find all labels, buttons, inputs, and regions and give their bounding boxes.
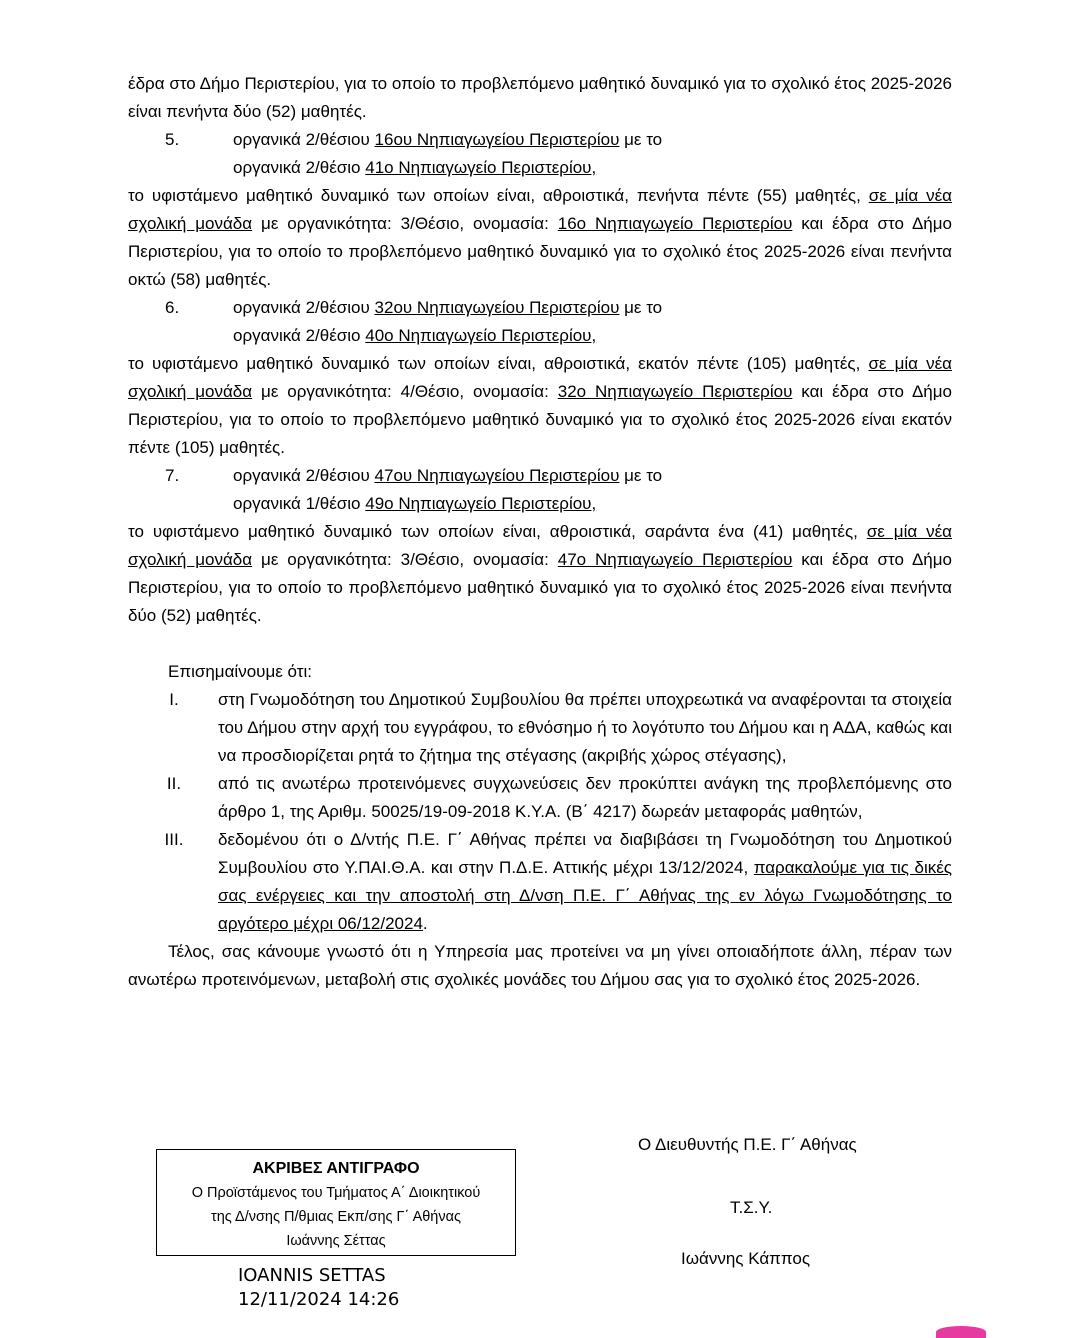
merger-item-5 <box>128 126 952 182</box>
stamp-line: της Δ/νσης Π/θμιας Εκπ/σης Γ΄ Αθήνας <box>211 1209 461 1225</box>
stamp-line: Ο Προϊστάμενος του Τμήματος Α΄ Διοικητικού <box>191 1185 481 1201</box>
item-line-b: οργανικά 1/θέσιο 49ο Νηπιαγωγείο Περιστερίου, <box>233 494 597 513</box>
item-number: 6. <box>165 298 180 317</box>
item-paragraph: το υφιστάμενο μαθητικό δυναμικό των οποίων είναι, αθροιστικά, εκατόν πέντε (105) μαθητές, σε μία νέα σχολική μονάδα με οργανικότητα: 4/Θέσιο, ονομασία: 32ο Νηπιαγωγείο Περιστερίου και έδρα στο Δήμο Περιστερίου, για το οποίο το προβλεπόμενο μαθητικό δυναμικό για το σχολικό έτος 2025-2026 είναι εκατόν πέντε (105) μαθητές. <box>128 354 952 457</box>
page-corner-mark <box>936 1326 986 1338</box>
certified-copy-stamp <box>156 1149 516 1256</box>
deadline-request: παρακαλούμε για τις δικές σας ενέργειες και την αποστολή στη Δ/νση Π.Ε. Γ΄ Αθήνας της εν λόγω Γνωμοδότησης το αργότερο μέχρι 06/12/2024 <box>218 858 953 933</box>
item-paragraph: το υφιστάμενο μαθητικό δυναμικό των οποίων είναι, αθροιστικά, σαράντα ένα (41) μαθητές, σε μία νέα σχολική μονάδα με οργανικότητα: 3/Θέσιο, ονομασία: 47ο Νηπιαγωγείο Περιστερίου και έδρα στο Δήμο Περιστερίου, για το οποίο το προβλεπόμενο μαθητικό δυναμικό για το σχολικό έτος 2025-2026 είναι πενήντα δύο (52) μαθητές. <box>128 522 952 625</box>
note-number: II. <box>166 774 182 793</box>
item-line-a: οργανικά 2/θέσιου 32ου Νηπιαγωγείου Περιστερίου με το <box>233 298 663 317</box>
item-number: 7. <box>165 466 180 485</box>
item-line-a: οργανικά 2/θέσιου 47ου Νηπιαγωγείου Περιστερίου με το <box>233 466 663 485</box>
note-number: I. <box>169 690 179 709</box>
note-number: III. <box>164 830 184 849</box>
item-line-b: οργανικά 2/θέσιο 40ο Νηπιαγωγείο Περιστερίου, <box>233 326 597 345</box>
digital-signature-datetime: 12/11/2024 14:26 <box>238 1289 400 1310</box>
digital-signature <box>238 1264 399 1312</box>
merger-item-6 <box>128 294 952 350</box>
signatory-tsy: Τ.Σ.Υ. <box>730 1198 773 1217</box>
merger-item-7 <box>128 462 952 518</box>
note-text: στη Γνωμοδότηση του Δημοτικού Συμβουλίου θα πρέπει υποχρεωτικά να αναφέρονται τα στοιχεία του Δήμου στην αρχή του εγγράφου, το εθνόσημο ή το λογότυπο του Δήμου και η ΑΔΑ, καθώς και να προσδιορίζεται ρητά το ζήτημα της στέγασης (ακριβής χώρος στέγασης), <box>218 690 952 765</box>
note-text: από τις ανωτέρω προτεινόμενες συγχωνεύσεις δεν προκύπτει ανάγκη της προβλεπόμενης στο άρθρο 1, της Αριθμ. 50025/19-09-2018 Κ.Υ.Α. (Β΄ 4217) δωρεάν μεταφοράς μαθητών, <box>218 774 952 821</box>
item-line-a: οργανικά 2/θέσιου 16ου Νηπιαγωγείου Περιστερίου με το <box>233 130 663 149</box>
digital-signature-name: IOANNIS SETTAS <box>238 1265 386 1286</box>
spacer <box>128 630 952 658</box>
item-line-b: οργανικά 2/θέσιο 41ο Νηπιαγωγείο Περιστερίου, <box>233 158 597 177</box>
stamp-title: ΑΚΡΙΒΕΣ ΑΝΤΙΓΡΑΦΟ <box>252 1160 420 1177</box>
final-paragraph: Τέλος, σας κάνουμε γνωστό ότι η Υπηρεσία μας προτείνει να μη γίνει οποιαδήποτε άλλη, πέραν των ανωτέρω προτεινόμενων, μεταβολή στις σχολικές μονάδες του Δήμου σας για το σχολικό έτος 2025-2026. <box>128 942 952 989</box>
note-item-3 <box>128 826 952 938</box>
note-text: δεδομένου ότι ο Δ/ντής Π.Ε. Γ΄ Αθήνας πρέπει να διαβιβάσει τη Γνωμοδότηση του Δημοτικού Συμβουλίου στο Υ.ΠΑΙ.Θ.Α. και στην Π.Δ.Ε. Αττικής μέχρι 13/12/2024, παρακαλούμε για τις δικές σας ενέργειες και την αποστολή στη Δ/νση Π.Ε. Γ΄ Αθήνας της εν λόγω Γνωμοδότησης το αργότερο μέχρι 06/12/2024. <box>218 830 953 933</box>
document-body <box>128 70 952 994</box>
stamp-signer: Ιωάννης Σέττας <box>286 1233 386 1249</box>
item-paragraph: το υφιστάμενο μαθητικό δυναμικό των οποίων είναι, αθροιστικά, πενήντα πέντε (55) μαθητές, σε μία νέα σχολική μονάδα με οργανικότητα: 3/Θέσιο, ονομασία: 16ο Νηπιαγωγείο Περιστερίου και έδρα στο Δήμο Περιστερίου, για το οποίο το προβλεπόμενο μαθητικό δυναμικό για το σχολικό έτος 2025-2026 είναι πενήντα οκτώ (58) μαθητές. <box>128 186 953 289</box>
item-number: 5. <box>165 130 180 149</box>
note-item-2 <box>128 770 952 826</box>
notes-intro: Επισημαίνουμε ότι: <box>168 662 312 681</box>
note-item-1 <box>128 686 952 770</box>
signatory-title: Ο Διευθυντής Π.Ε. Γ΄ Αθήνας <box>638 1135 857 1154</box>
signatory-name: Ιωάννης Κάππος <box>681 1249 811 1268</box>
top-paragraph: έδρα στο Δήμο Περιστερίου, για το οποίο το προβλεπόμενο μαθητικό δυναμικό για το σχολικό έτος 2025-2026 είναι πενήντα δύο (52) μαθητές. <box>128 74 952 121</box>
